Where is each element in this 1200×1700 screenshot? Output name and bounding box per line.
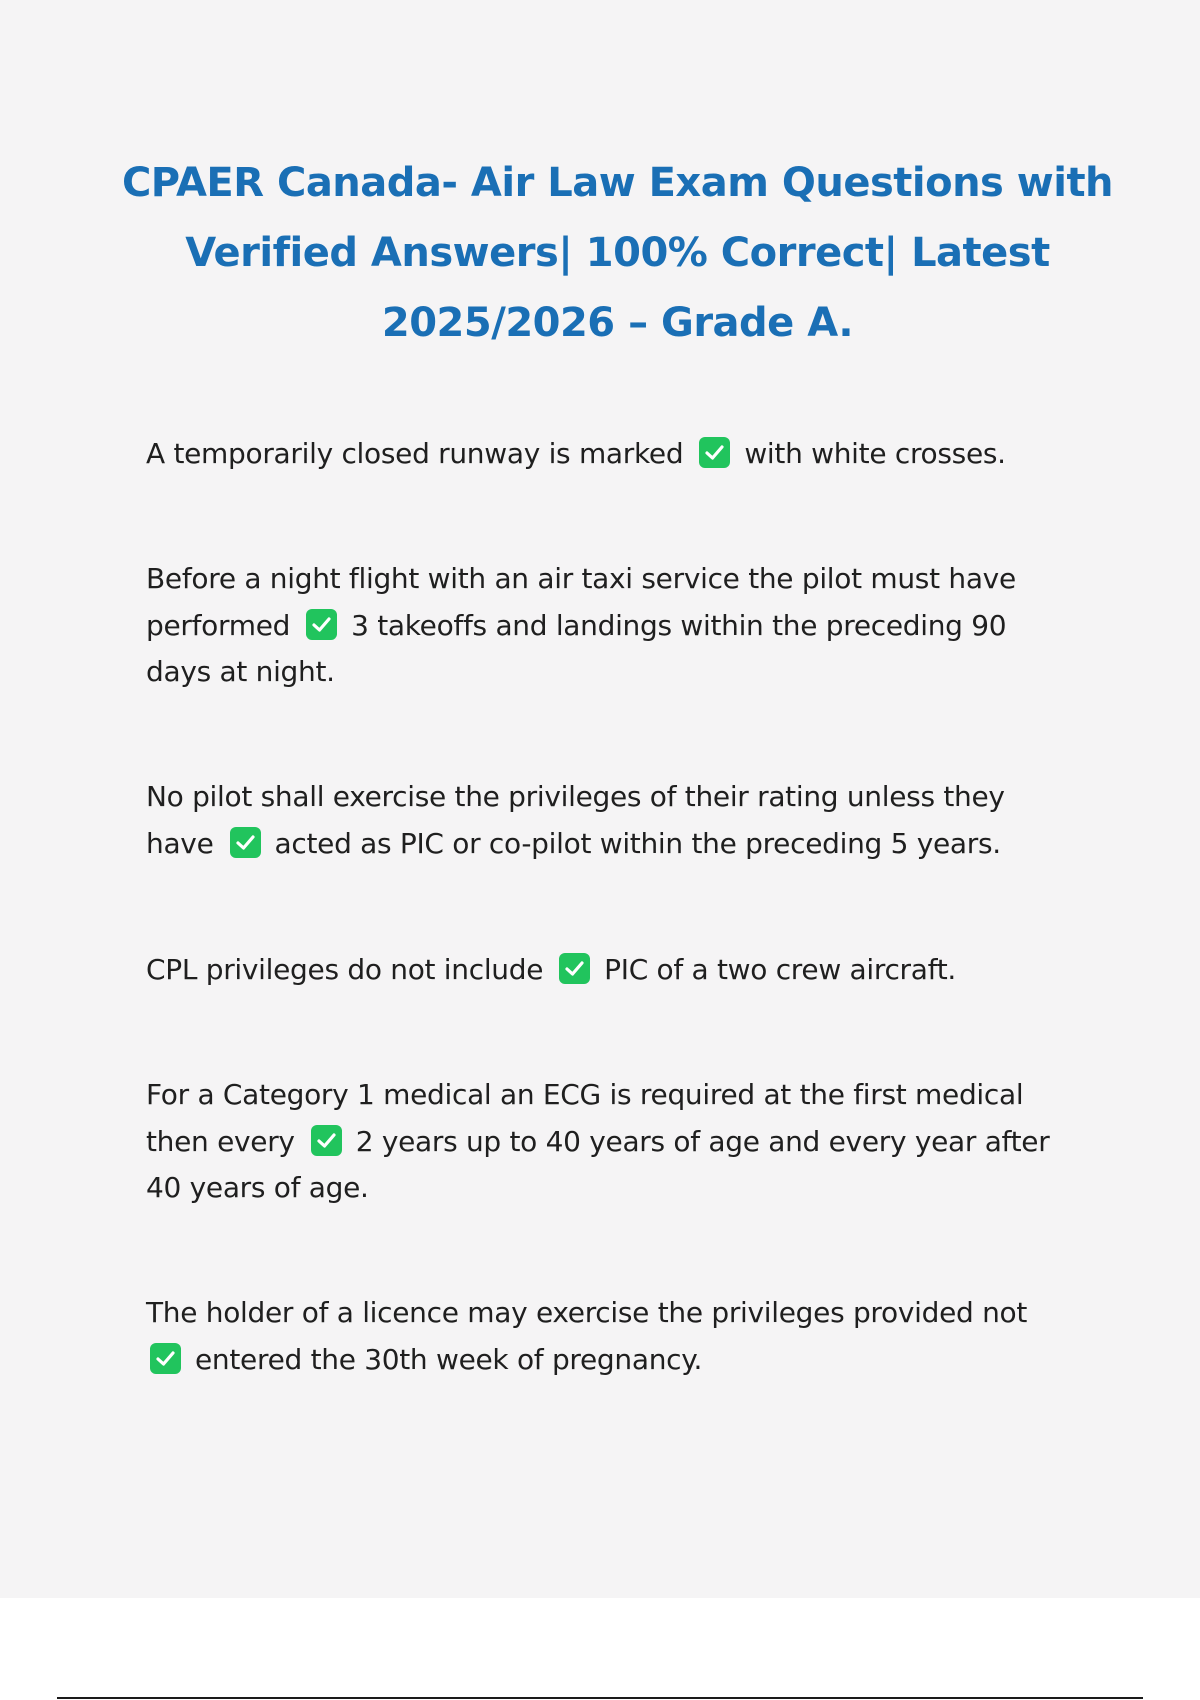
checkmark-icon (150, 1343, 181, 1374)
checkmark-icon (306, 609, 337, 640)
answer-text: entered the 30th week of pregnancy. (195, 1342, 703, 1376)
question-text: Before a night flight with an air taxi service the pilot must have performed (146, 562, 1016, 642)
document-title: CPAER Canada- Air Law Exam Questions with Verified Answers| 100% Correct| Latest 2025/2026 – Grade A. (121, 160, 1114, 346)
checkmark-icon (311, 1125, 342, 1156)
answer-text: acted as PIC or co-pilot within the preceding 5 years. (274, 826, 1001, 860)
question-text: The holder of a licence may exercise the privileges provided not (146, 1296, 1028, 1329)
checkmark-icon (699, 437, 730, 468)
question-text: For a Category 1 medical an ECG is required at the first medical then every (146, 1078, 1024, 1158)
answer-text: 3 takeoffs and landings within the preceding 90 days at night. (146, 608, 1007, 688)
qa-item-3 (146, 774, 1076, 867)
footer-divider (57, 1697, 1143, 1699)
question-text: CPL privileges do not include (146, 953, 544, 986)
page-footer-area (0, 1598, 1200, 1700)
checkmark-icon (230, 827, 261, 858)
qa-item-1 (146, 431, 1076, 478)
answer-text: with white crosses. (744, 437, 1006, 470)
qa-item-5 (146, 1072, 1076, 1212)
question-text: A temporarily closed runway is marked (146, 437, 684, 470)
answer-text: 2 years up to 40 years of age and every year after 40 years of age. (146, 1124, 1050, 1204)
question-text: No pilot shall exercise the privileges of their rating unless they have (146, 780, 1005, 860)
qa-item-4 (146, 947, 1076, 994)
checkmark-icon (559, 953, 590, 984)
qa-item-2 (146, 556, 1076, 696)
qa-item-6 (146, 1290, 1076, 1383)
answer-text: PIC of a two crew aircraft. (604, 953, 956, 986)
